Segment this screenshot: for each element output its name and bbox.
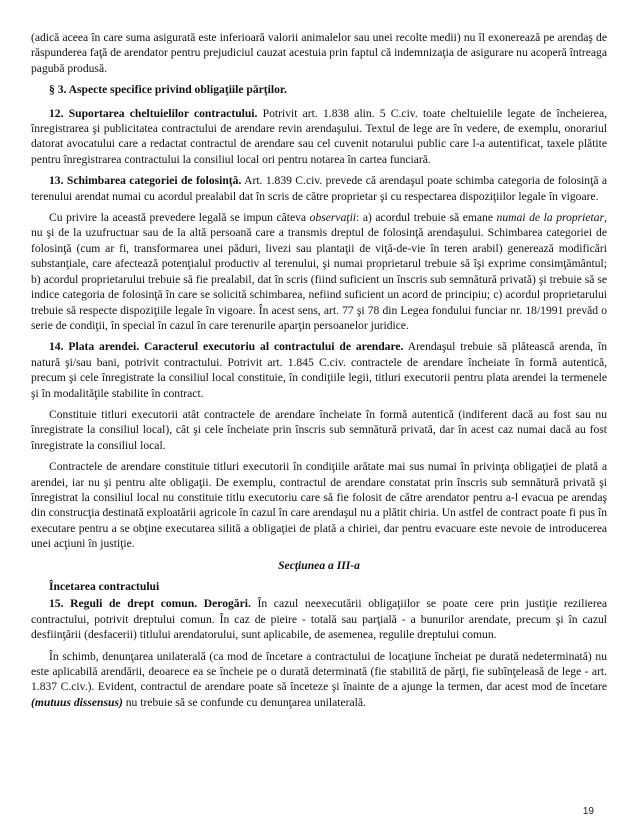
paragraph-14-text: Arendaşul trebuie să plătească arenda, în natură şi/sau bani, potrivit contractului. Potrivit art. 1.845 C.civ. contractele de arendare încheiate în formă autentică, precum şi cele înregistrate la consiliul local constituie, în condiţiile legii, titluri executorii pentru plata arendei la termenele şi în modalităţile stabilite în contract. xyxy=(31,340,607,400)
text-run: , nu şi de la uzufructuar sau de la altă persoană care a transmis dreptul de folosinţă arendaşului. Schimbarea categoriei de folosinţă (cum ar fi, transformarea unei păduri, livezi sau plantaţii de viţă-de-vie în teren arabil) generează modificări substanţiale, care afectează potenţialul productiv al terenului, şi numai proprietarul trebuie să îşi exprime consimţământul; b) acordul proprietarului trebuie să fie prealabil, dat în scris (fiind suficient un înscris sub semnătură privată) şi trebuie să se indice categoria de folosinţă în care se solicită schimbarea, nefiind suficient un acord de principiu; c) acordul proprietarului trebuie să respecte dispoziţiile legale în vigoare. În acest sens, art. 77 şi 78 din Legea fondului funciar nr. 18/1991 prevăd o serie de condiţii, în special în cazul în care terenurile aparţin persoanelor juridice. xyxy=(31,211,607,332)
document-page xyxy=(31,30,607,716)
termination-heading: Încetarea contractului xyxy=(49,580,160,593)
paragraph-12-text: Potrivit art. 1.838 alin. 5 C.civ. toate cheltuielile legate de încheierea, înregistrarea şi publicitatea contractului de arendare revin arendaşului. Textul de lege are în vedere, de exemplu, onorariul datorat avocatului care a redactat contractul de arendare sau cel cuvenit notarului public care l-a autentificat, taxele plătite pentru înregistrarea contractului la consiliul local ori pentru notarea în cartea funciară. xyxy=(31,106,607,166)
text-run: : a) acordul trebuie să emane xyxy=(356,211,497,225)
paragraph-intro: (adică aceea în care suma asigurată este inferioară valorii animalelor sau unei recolte medii) nu îl exonerează pe arendaş de răspunderea faţă de arendator pentru prejudiciul cauzat acestuia prin faptul că indemnizaţia de asigurare nu acoperă întreaga pagubă produsă. xyxy=(31,31,607,75)
paragraph-14-title: 14. Plata arendei. Caracterul executoriu al contractului de arendare. xyxy=(49,340,404,354)
text-run: nu trebuie să se confunde cu denunţarea unilaterală. xyxy=(122,695,366,709)
section-heading: Secţiunea a III-a xyxy=(278,558,360,572)
italic-mutuus-dissensus: (mutuus dissensus) xyxy=(31,695,123,709)
text-run: În schimb, denunţarea unilaterală (ca mod de încetare a contractului de locaţiune încheiat pe durată nedeterminată) nu este aplicabilă arendării, deoarece ea se încheie pe o durată determinată (fie stabilită de părţi, fie subînţeleasă de lege - art. 1.837 C.civ.). Evident, contractul de arendare poate să înceteze şi înainte de a ajunge la termen, dar acest mod de încetare xyxy=(31,649,607,694)
paragraph-13-text: Art. 1.839 C.civ. prevede că arendaşul poate schimba categoria de folosinţă a terenului arendat numai cu acordul prealabil dat în scris de către proprietar şi cu respectarea dispoziţiilor legale în vigoare. xyxy=(31,174,607,203)
italic-proprietar: numai de la proprietar xyxy=(496,211,605,225)
paragraph-15 xyxy=(31,596,607,642)
paragraph-12-title: 12. Suportarea cheltuielilor contractului. xyxy=(49,106,258,120)
paragraph-14c: Contractele de arendare constituie titluri executorii în condiţiile arătate mai sus numai în privinţa obligaţiei de plată a arendei, iar nu şi pentru alte obligaţii. De exemplu, contractul de arendare constatat prin înscris sub semnătură privată şi înregistrat la consiliul local nu constituie titlu executoriu care să fie folosit de către arendator pentru a-l evacua pe arendaş din construcţia destinată exploatării agricole în cazul în care arendaşul nu a plătit chiria. Un astfel de contract poate fi pus în executare pentru a se obţine executarea silită a obligaţiei de plată a chiriei, dar pentru evacuare este nevoie de introducerea unei acţiuni în justiţie. xyxy=(31,460,607,551)
paragraph-15-text: În cazul neexecutării obligaţiilor se poate cere prin justiţie rezilierea contractului, potrivit dreptului comun. În caz de pieire - totală sau parţială - a bunurilor arendate, precum şi în cazul desfiinţării (desfacerii) titlului arendatorului, sunt aplicabile, de asemenea, regulile dreptului comun. xyxy=(31,597,607,642)
paragraph-13 xyxy=(31,173,607,204)
paragraph-15-title: 15. Reguli de drept comun. Derogări. xyxy=(49,597,251,611)
text-run: Cu privire la această prevedere legală se impun câteva xyxy=(49,211,310,225)
paragraph-14b: Constituie titluri executorii atât contractele de arendare încheiate în formă autentică (indiferent dacă au fost sau nu înregistrate la consiliul local), cât şi cele încheiate prin înscris sub semnătură privată, dar în acest caz numai dacă au fost înregistrate la consiliul local. xyxy=(31,407,607,452)
paragraph-12 xyxy=(31,106,607,168)
paragraph-13-observations xyxy=(31,210,607,333)
paragraph-15b xyxy=(31,649,607,711)
paragraph-13-title: 13. Schimbarea categoriei de folosinţă. xyxy=(49,174,242,188)
section-3-heading: § 3. Aspecte specifice privind obligaţiile părţilor. xyxy=(49,83,287,97)
page-number: 19 xyxy=(582,806,594,817)
italic-observatii: observaţii xyxy=(309,211,357,225)
paragraph-14 xyxy=(31,339,607,401)
